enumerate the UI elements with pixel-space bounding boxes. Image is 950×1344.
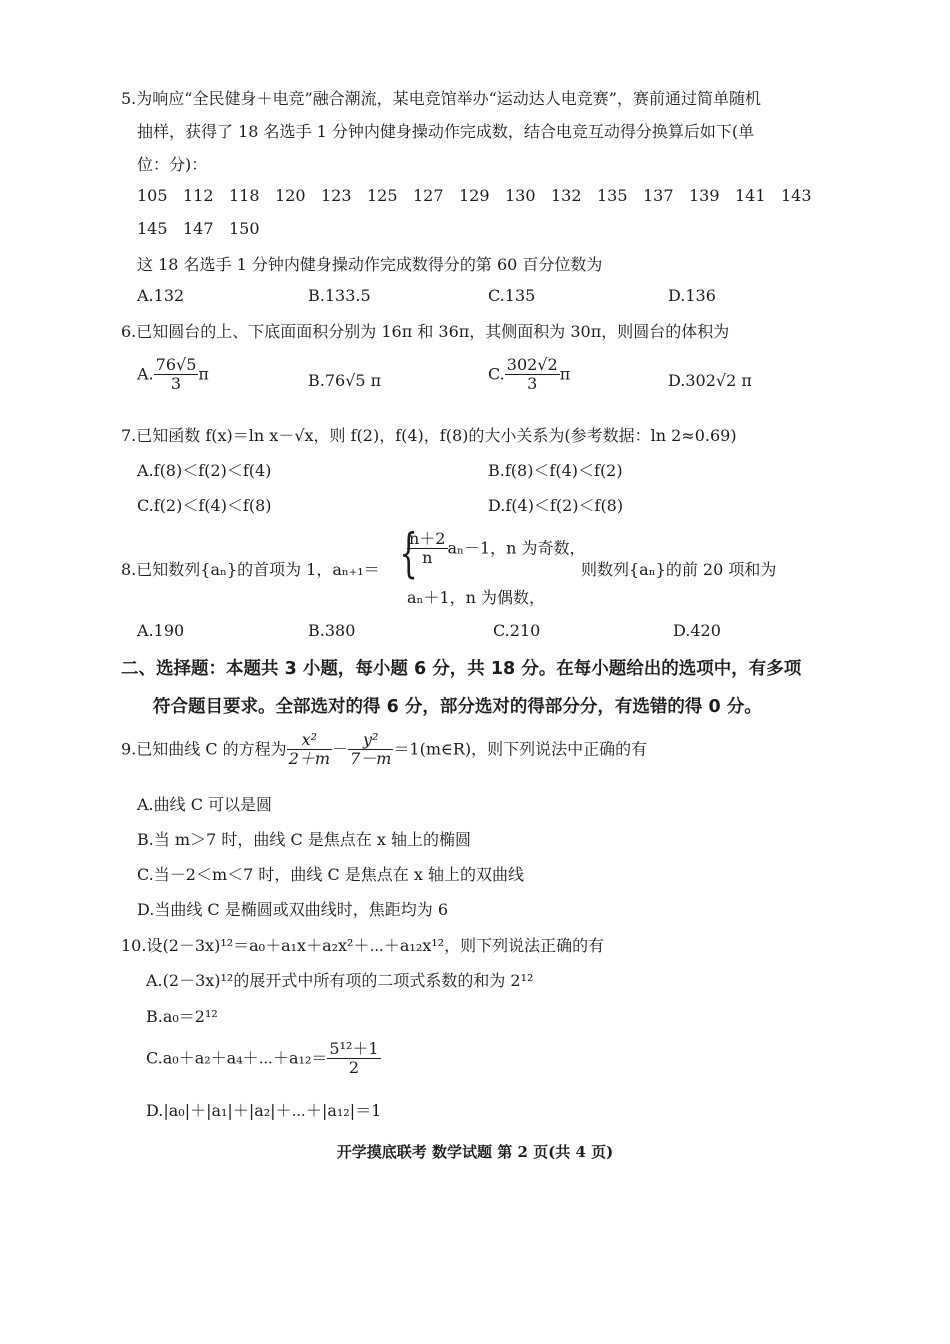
q5-data-value: 135 <box>597 186 628 205</box>
q9-stem <box>121 731 647 769</box>
q7-option-d: D.f(4)＜f(2)＜f(8) <box>488 496 624 515</box>
q5-stem-line3: 位：分)： <box>137 155 208 174</box>
q8-case1-tail: aₙ－1，n 为奇数， <box>447 538 586 558</box>
q5-data-value: 130 <box>505 186 536 205</box>
q6-option-a-pi: π <box>198 364 209 384</box>
q6-option-d: D.302√2 π <box>668 371 752 390</box>
q9-option-c: C.当－2＜m＜7 时，曲线 C 是焦点在 x 轴上的双曲线 <box>137 865 524 884</box>
q10-option-c <box>146 1040 381 1078</box>
q8-case2: aₙ＋1，n 为偶数， <box>407 588 546 607</box>
q5-data-value: 105 <box>137 186 168 205</box>
q8-option-b: B.380 <box>308 621 356 640</box>
q5-data-value: 127 <box>413 186 444 205</box>
q8-case1 <box>407 530 586 568</box>
q5-option-a: A.132 <box>137 286 185 305</box>
q9-fraction-1-numerator: x² <box>287 731 332 750</box>
q9-option-d: D.当曲线 C 是椭圆或双曲线时，焦距均为 6 <box>137 900 449 919</box>
q10-option-c-fraction <box>327 1040 380 1078</box>
q5-data-value: 137 <box>643 186 674 205</box>
q9-fraction-1 <box>287 731 332 769</box>
q6-option-c-fraction <box>505 356 560 394</box>
q6-option-c-numerator: 302√2 <box>506 355 558 374</box>
section2-heading-line1: 二、选择题：本题共 3 小题，每小题 6 分，共 18 分。在每小题给出的选项中，有多项 <box>121 659 802 679</box>
q7-option-a: A.f(8)＜f(2)＜f(4) <box>137 461 272 480</box>
q5-option-c: C.135 <box>488 286 536 305</box>
q8-option-a: A.190 <box>137 621 185 640</box>
q9-stem-pre: 9.已知曲线 C 的方程为 <box>121 739 287 759</box>
q5-data-value: 139 <box>689 186 720 205</box>
q5-option-d: D.136 <box>668 286 716 305</box>
q6-option-a-numerator: 76√5 <box>155 355 197 374</box>
q10-option-a: A.(2－3x)¹²的展开式中所有项的二项式系数的和为 2¹² <box>146 971 534 990</box>
q5-data-value: 143 <box>781 186 812 205</box>
q5-data-value: 141 <box>735 186 766 205</box>
q10-option-c-pre: C.a₀＋a₂＋a₄＋⋯＋a₁₂＝ <box>146 1048 328 1068</box>
q10-option-c-denominator: 2 <box>348 1058 360 1078</box>
q6-stem: 6.已知圆台的上、下底面面积分别为 16π 和 36π，其侧面积为 30π，则圆台的体积为 <box>121 322 730 341</box>
q9-option-b: B.当 m＞7 时，曲线 C 是焦点在 x 轴上的椭圆 <box>137 830 471 849</box>
q9-option-a: A.曲线 C 可以是圆 <box>137 795 273 814</box>
q6-option-a-fraction <box>154 356 199 394</box>
q8-stem-pre: 8.已知数列{aₙ}的首项为 1，aₙ₊₁＝ <box>121 560 380 579</box>
q9-fraction-2 <box>348 731 393 769</box>
q5-data-value: 112 <box>183 186 214 205</box>
q7-option-c: C.f(2)＜f(4)＜f(8) <box>137 496 272 515</box>
q10-option-c-numerator: 5¹²＋1 <box>329 1039 379 1058</box>
q5-data-value: 120 <box>275 186 306 205</box>
q10-option-d: D.|a₀|＋|a₁|＋|a₂|＋⋯＋|a₁₂|＝1 <box>146 1101 382 1120</box>
q10-option-b: B.a₀＝2¹² <box>146 1007 218 1026</box>
q5-data-value: 123 <box>321 186 352 205</box>
page-footer: 开学摸底联考 数学试题 第 2 页(共 4 页) <box>336 1143 614 1161</box>
q6-option-a <box>137 356 209 394</box>
q5-data-value: 150 <box>229 219 260 238</box>
q5-data-value: 129 <box>459 186 490 205</box>
q6-option-c-label: C. <box>488 364 505 384</box>
q8-case1-numerator: n＋2 <box>409 529 446 548</box>
q5-data-value: 145 <box>137 219 168 238</box>
q9-minus: － <box>332 739 349 759</box>
q8-brace: { <box>399 524 418 584</box>
q6-option-c-denominator: 3 <box>527 374 538 394</box>
q8-option-c: C.210 <box>493 621 541 640</box>
q6-option-c-pi: π <box>559 364 571 384</box>
q6-option-a-denominator: 3 <box>170 374 182 394</box>
q7-option-b: B.f(8)＜f(4)＜f(2) <box>488 461 623 480</box>
q6-option-b: B.76√5 π <box>308 371 382 390</box>
q5-data-value: 132 <box>551 186 582 205</box>
q5-stem-line1: 5.为响应“全民健身＋电竞”融合潮流，某电竞馆举办“运动达人电竞赛”，赛前通过简单随机 <box>121 89 761 108</box>
q5-data-value: 147 <box>183 219 214 238</box>
q8-option-d: D.420 <box>673 621 721 640</box>
q6-option-a-label: A. <box>137 364 154 384</box>
q5-question: 这 18 名选手 1 分钟内健身操动作完成数得分的第 60 百分位数为 <box>137 255 603 274</box>
q5-stem-line2: 抽样，获得了 18 名选手 1 分钟内健身操动作完成数，结合电竞互动得分换算后如下(单 <box>137 122 755 141</box>
q9-fraction-1-denominator: 2＋m <box>288 749 331 769</box>
q9-fraction-2-denominator: 7－m <box>350 749 392 769</box>
q8-case1-denominator: n <box>422 548 433 568</box>
q10-stem: 10.设(2－3x)¹²＝a₀＋a₁x＋a₂x²＋⋯＋a₁₂x¹²，则下列说法正确的有 <box>121 936 605 955</box>
q5-option-b: B.133.5 <box>308 286 371 305</box>
q7-stem: 7.已知函数 f(x)＝ln x－√x，则 f(2)，f(4)，f(8)的大小关系为(参考数据：ln 2≈0.69) <box>121 426 737 445</box>
section2-heading-line2: 符合题目要求。全部选对的得 6 分，部分选对的得部分分，有选错的得 0 分。 <box>153 697 762 717</box>
q5-data-value: 118 <box>229 186 260 205</box>
q8-stem-post: 则数列{aₙ}的前 20 项和为 <box>581 560 777 579</box>
q9-fraction-2-numerator: y² <box>348 731 393 750</box>
q9-stem-post: ＝1(m∈R)，则下列说法中正确的有 <box>393 739 648 759</box>
q6-option-c <box>488 356 570 394</box>
q8-case1-fraction <box>407 530 448 568</box>
q5-data-value: 125 <box>367 186 398 205</box>
